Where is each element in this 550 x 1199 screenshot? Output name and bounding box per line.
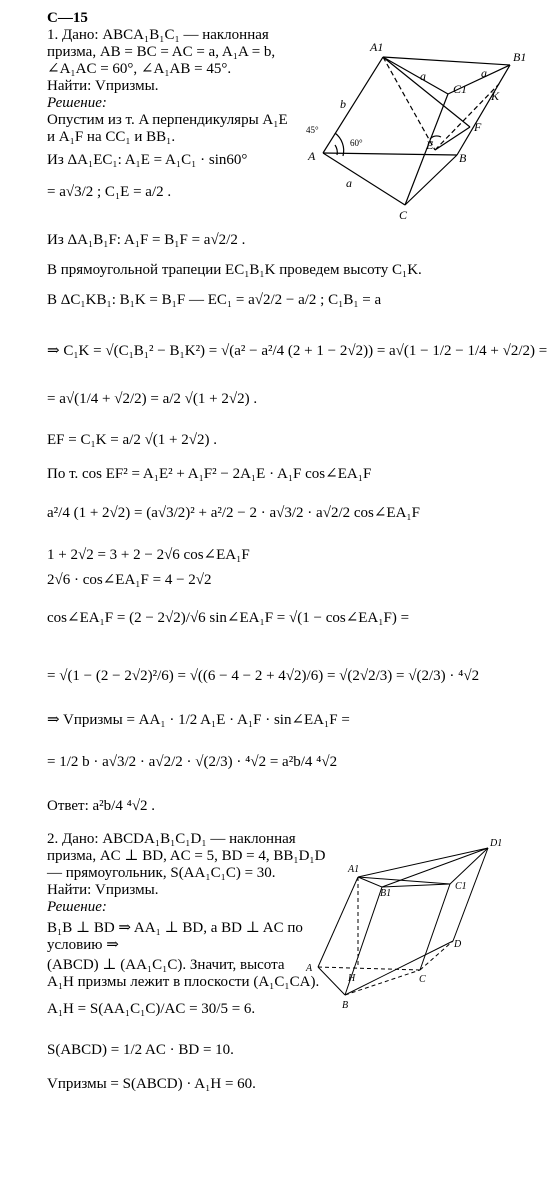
p1-line-18: 1 + 2√2 = 3 + 2 − 2√6 cos∠EA₁F — [47, 547, 250, 563]
p1-line-10: Из ΔA₁B₁F: A₁F = B₁F = a√2/2 . — [47, 232, 246, 248]
fig2-label-c1: C1 — [455, 881, 467, 892]
p2-line-12: Vпризмы = S(ABCD) · A₁H = 60. — [47, 1076, 256, 1092]
p1-line-4: Найти: Vпризмы. — [47, 78, 159, 94]
p2-line-7: условию ⇒ — [47, 937, 119, 953]
p2-line-10: A₁H = S(AA₁C₁C)/AC = 30/5 = 6. — [47, 1001, 256, 1017]
fig1-label-k: K — [491, 89, 500, 103]
page-heading: С—15 — [47, 10, 88, 26]
p1-line-14: = a√(1/4 + √2/2) = a/2 √(1 + 2√2) . — [47, 391, 258, 407]
fig2-label-c: C — [419, 974, 426, 985]
fig2-label-d: D — [454, 939, 462, 950]
fig1-label-c1: C1 — [453, 82, 468, 96]
fig1-label-b-vertex: B — [459, 151, 467, 165]
p1-line-21: = √(1 − (2 − 2√2)²/6) = √((6 − 4 − 2 + 4√2)/6) = √(2√2/3) = √(2/3) · ⁴√2 — [47, 668, 480, 684]
p1-line-7: и A₁F на CC₁ и BB₁. — [47, 129, 176, 145]
fig1-label-c: C — [399, 208, 408, 222]
fig1-label-b: b — [340, 97, 346, 111]
p1-line-3: ∠A₁AC = 60°, ∠A₁AB = 45°. — [47, 61, 232, 77]
fig1-label-45: 45° — [306, 125, 319, 135]
p1-line-16: По т. cos EF² = A₁E² + A₁F² − 2A₁E · A₁F cos∠EA₁F — [47, 466, 372, 482]
p1-line-9: = a√3/2 ; C₁E = a/2 . — [47, 184, 172, 200]
fig2-label-a1: A1 — [348, 864, 360, 875]
fig1-label-b1: B1 — [513, 50, 527, 64]
p1-line-17: a²/4 (1 + 2√2) = (a√3/2)² + a²/2 − 2 · a√3/2 · a√2/2 cos∠EA₁F — [47, 505, 420, 521]
p1-line-23: = 1/2 b · a√3/2 · a√2/2 · √(2/3) · ⁴√2 = a²b/4 ⁴√2 — [47, 754, 338, 770]
fig1-label-a-right: a — [481, 66, 487, 80]
p2-line-2: призма, AC ⊥ BD, AC = 5, BD = 4, BB₁D₁D — [47, 848, 326, 864]
p1-line-19: 2√6 · cos∠EA₁F = 4 − 2√2 — [47, 572, 212, 588]
p1-line-20: cos∠EA₁F = (2 − 2√2)/√6 sin∠EA₁F = √(1 − cos∠EA₁F) = — [47, 610, 410, 626]
fig1-label-a-top: a — [420, 69, 426, 83]
p2-line-6: B₁B ⊥ BD ⇒ AA₁ ⊥ BD, а BD ⊥ AC по — [47, 920, 303, 936]
figure-prism-1 — [300, 35, 545, 235]
fig2-label-b: B — [342, 1000, 349, 1011]
p1-line-2: призма, AB = BC = AC = a, A₁A = b, — [47, 44, 276, 60]
p2-line-11: S(ABCD) = 1/2 AC · BD = 10. — [47, 1042, 234, 1058]
fig1-label-e: E — [426, 138, 434, 152]
p1-line-15: EF = C₁K = a/2 √(1 + 2√2) . — [47, 432, 217, 448]
p1-line-6: Опустим из т. A перпендикуляры A₁E — [47, 112, 288, 128]
fig1-label-f: F — [474, 120, 482, 134]
p2-line-9: A₁H призмы лежит в плоскости (A₁C₁CA). — [47, 974, 320, 990]
p2-line-4: Найти: Vпризмы. — [47, 882, 159, 898]
figure-prism-2 — [300, 835, 520, 1025]
fig2-label-h: H — [348, 973, 356, 984]
fig2-label-a: A — [306, 963, 313, 974]
fig1-label-a1: A1 — [370, 40, 384, 54]
p2-line-3: — прямоугольник, S(AA₁C₁C) = 30. — [47, 865, 276, 881]
fig1-label-a: A — [308, 149, 316, 163]
p1-line-12: В ΔC₁KB₁: B₁K = B₁F — EC₁ = a√2/2 − a/2 ; C₁B₁ = a — [47, 292, 382, 308]
p1-line-5: Решение: — [47, 95, 107, 111]
p1-answer: Ответ: a²b/4 ⁴√2 . — [47, 798, 156, 814]
p2-line-5: Решение: — [47, 899, 107, 915]
fig2-label-d1: D1 — [490, 838, 503, 849]
fig1-label-a-bottom: a — [346, 176, 352, 190]
p1-line-8: Из ΔA₁EC₁: A₁E = A₁C₁ · sin60° — [47, 152, 248, 168]
fig2-label-b1: B1 — [380, 888, 392, 899]
p1-line-13: ⇒ C₁K = √(C₁B₁² − B₁K²) = √(a² − a²/4 (2 + 1 − 2√2)) = a√(1 − 1/2 − 1/4 + √2/2) = — [47, 343, 548, 359]
p2-line-8: (ABCD) ⊥ (AA₁C₁C). Значит, высота — [47, 957, 285, 973]
p1-line-1: 1. Дано: ABCA₁B₁C₁ — наклонная — [47, 27, 269, 43]
p1-line-22: ⇒ Vпризмы = AA₁ · 1/2 A₁E · A₁F · sin∠EA₁F = — [47, 712, 350, 728]
p2-line-1: 2. Дано: ABCDA₁B₁C₁D₁ — наклонная — [47, 831, 296, 847]
fig1-label-60: 60° — [350, 138, 363, 148]
p1-line-11: В прямоугольной трапеции EC₁B₁K проведем высоту C₁K. — [47, 262, 422, 278]
